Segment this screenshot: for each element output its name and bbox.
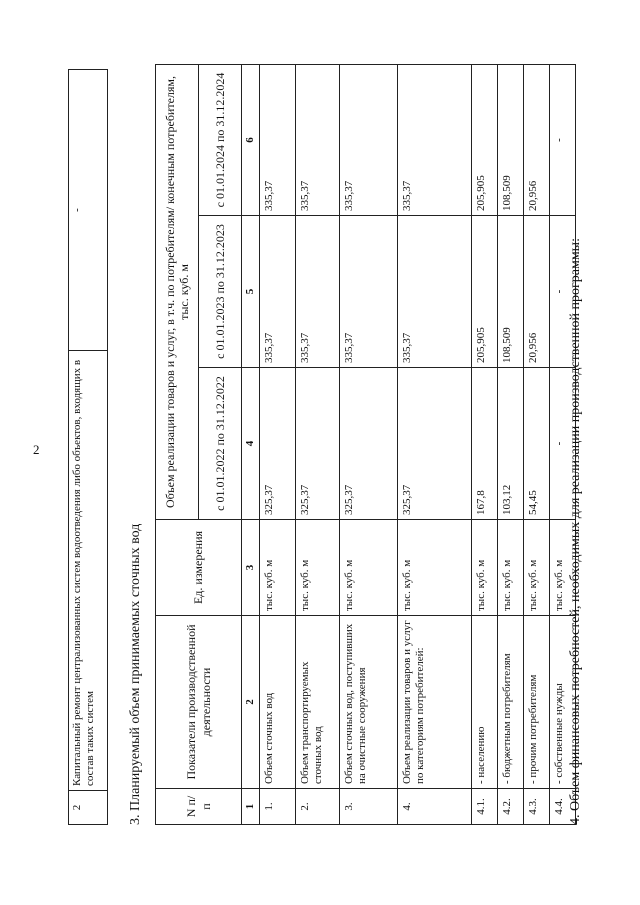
- row-unit: тыс. куб. м: [472, 520, 498, 616]
- row-value-2024: 20,956: [524, 65, 550, 216]
- header-indicator: Показатели производственной деятельности: [156, 616, 242, 789]
- row-value-2022: 325,37: [398, 368, 472, 520]
- row-value-2022: 325,37: [260, 368, 296, 520]
- row-value-2024: 335,37: [260, 65, 296, 216]
- row-value-2024: 335,37: [398, 65, 472, 216]
- page-number: 2: [33, 442, 40, 457]
- row-number: 3.: [340, 789, 398, 825]
- row-unit: тыс. куб. м: [398, 520, 472, 616]
- row-value-2023: 335,37: [398, 216, 472, 368]
- row-value-2023: 108,509: [498, 216, 524, 368]
- header-row: [156, 65, 199, 825]
- row-unit: тыс. куб. м: [340, 520, 398, 616]
- column-number: 6: [242, 65, 260, 216]
- column-number: 5: [242, 216, 260, 368]
- row-unit: тыс. куб. м: [296, 520, 340, 616]
- row-number: 4.3.: [524, 789, 550, 825]
- column-number: 1: [242, 789, 260, 825]
- row-value-2022: 325,37: [296, 368, 340, 520]
- table-row: [524, 65, 550, 825]
- row-unit: тыс. куб. м: [524, 520, 550, 616]
- row-value-2022: 54,45: [524, 368, 550, 520]
- row-indicator: - населению: [472, 616, 498, 789]
- header-period-2023: с 01.01.2023 по 31.12.2023: [199, 216, 242, 368]
- row-value-2024: 108,509: [498, 65, 524, 216]
- table-row: [69, 70, 108, 825]
- header-period-2022: с 01.01.2022 по 31.12.2022: [199, 368, 242, 520]
- row-value-2024: -: [550, 65, 576, 216]
- column-number: 3: [242, 520, 260, 616]
- row-indicator: - собственные нужды: [550, 616, 576, 789]
- row-value-2022: 103,12: [498, 368, 524, 520]
- row-unit: тыс. куб. м: [498, 520, 524, 616]
- row-indicator: Объем сточных вод: [260, 616, 296, 789]
- table-row: [498, 65, 524, 825]
- row-value-2023: 335,37: [260, 216, 296, 368]
- column-number: 4: [242, 368, 260, 520]
- row-unit: тыс. куб. м: [550, 520, 576, 616]
- row-unit: тыс. куб. м: [260, 520, 296, 616]
- row-value-2024: 335,37: [296, 65, 340, 216]
- header-unit: Ед. измерения: [156, 520, 242, 616]
- table-row: [296, 65, 340, 825]
- table-row: [398, 65, 472, 825]
- row-indicator: Объем реализации товаров и услуг по категориям потребителей:: [398, 616, 472, 789]
- section-3-title: 3. Планируемый объем принимаемых сточных вод: [128, 523, 143, 825]
- header-num: N п/п: [156, 789, 242, 825]
- row-value-2023: 335,37: [296, 216, 340, 368]
- section-4-title: 4. Объем финансовых потребностей, необходимых для реализации производственной программы:: [568, 238, 583, 825]
- row-indicator: - бюджетным потребителям: [498, 616, 524, 789]
- header-volume: Объем реализации товаров и услуг, в т.ч. по потребителям/ конечным потребителям, тыс. куб. м: [156, 65, 199, 520]
- row-number: 2: [69, 791, 108, 825]
- column-number: 2: [242, 616, 260, 789]
- row-number: 4.: [398, 789, 472, 825]
- row-number: 4.1.: [472, 789, 498, 825]
- row-value-2022: -: [550, 368, 576, 520]
- row-value: -: [69, 70, 108, 351]
- row-value-2023: 20,956: [524, 216, 550, 368]
- row-number: 4.2.: [498, 789, 524, 825]
- capital-repair-table: [68, 69, 108, 825]
- row-number: 2.: [296, 789, 340, 825]
- row-number: 4.4.: [550, 789, 576, 825]
- row-value-2022: 167,8: [472, 368, 498, 520]
- table-row: [472, 65, 498, 825]
- column-numbers-row: [242, 65, 260, 825]
- row-value-2022: 325,37: [340, 368, 398, 520]
- row-number: 1.: [260, 789, 296, 825]
- row-indicator: Объем транспортируемых сточных вод: [296, 616, 340, 789]
- table-row: [260, 65, 296, 825]
- row-description: Капитальный ремонт централизованных систем водоотведения либо объектов, входящих в состав таких систем: [69, 351, 108, 791]
- row-indicator: - прочим потребителям: [524, 616, 550, 789]
- row-indicator: Объем сточных вод, поступивших на очистные сооружения: [340, 616, 398, 789]
- row-value-2024: 335,37: [340, 65, 398, 216]
- row-value-2024: 205,905: [472, 65, 498, 216]
- row-value-2023: 205,905: [472, 216, 498, 368]
- row-value-2023: 335,37: [340, 216, 398, 368]
- header-period-2024: с 01.01.2024 по 31.12.2024: [199, 65, 242, 216]
- row-value-2023: -: [550, 216, 576, 368]
- wastewater-volume-table: [155, 64, 576, 825]
- table-row: [340, 65, 398, 825]
